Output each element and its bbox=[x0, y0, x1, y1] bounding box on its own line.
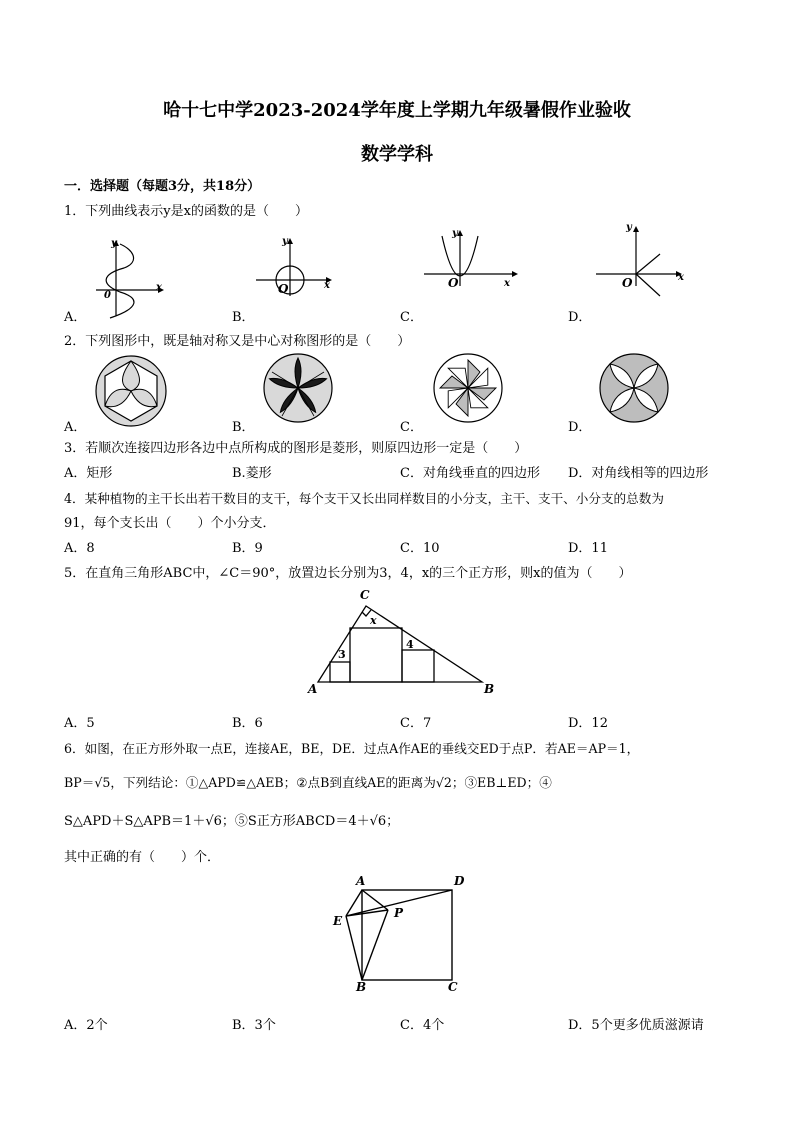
question-3-stem: 3．若顺次连接四边形各边中点所构成的图形是菱形，则原四边形一定是（ ） bbox=[64, 441, 528, 456]
q1-c-x-label: x bbox=[504, 278, 510, 289]
q2-figure-d bbox=[598, 352, 670, 424]
q2-option-b[interactable]: B． bbox=[232, 420, 255, 435]
q2-figure-b bbox=[262, 352, 334, 424]
question-1-stem: 1．下列曲线表示y是x的函数的是（ ） bbox=[64, 204, 308, 219]
q1-option-c[interactable]: C． bbox=[400, 310, 423, 325]
question-2-stem: 2．下列图形中，既是轴对称又是中心对称图形的是（ ） bbox=[64, 334, 411, 349]
q2-figure-a bbox=[94, 354, 168, 428]
q5-option-b[interactable]: B．6 bbox=[232, 716, 263, 731]
q6-option-b[interactable]: B．3个 bbox=[232, 1018, 276, 1033]
q6-square-figure bbox=[340, 886, 460, 986]
subject-title: 数学学科 bbox=[361, 144, 433, 165]
question-6-stem-line4: 其中正确的有（ ）个． bbox=[64, 850, 221, 865]
q1-option-d[interactable]: D． bbox=[568, 310, 592, 325]
q1-a-x-label: x bbox=[156, 282, 162, 293]
q1-c-origin-label: O bbox=[448, 276, 459, 290]
q1-a-origin-label: 0 bbox=[104, 290, 111, 301]
q6-option-c[interactable]: C．4个 bbox=[400, 1018, 445, 1033]
q2-figure-c bbox=[432, 352, 504, 424]
q6-label-e: E bbox=[333, 914, 343, 928]
question-4-stem-line2: 91，每个支长出（ ）个小分支． bbox=[64, 516, 276, 531]
q5-label-4: 4 bbox=[406, 638, 414, 651]
q3-option-b[interactable]: B.菱形 bbox=[232, 466, 272, 481]
q1-option-a[interactable]: A． bbox=[64, 310, 87, 325]
q5-label-b: B bbox=[484, 682, 495, 696]
q1-graph-a bbox=[90, 240, 170, 320]
q6-label-p: P bbox=[394, 906, 404, 920]
q6-label-d: D bbox=[454, 874, 465, 888]
question-5-stem: 5．在直角三角形ABC中，∠C＝90°，放置边长分别为3，4，x的三个正方形，则x的值为（ ） bbox=[64, 566, 632, 581]
q6-option-d[interactable]: D．5个更多优质滋源请 bbox=[568, 1018, 704, 1033]
q1-a-y-label: y bbox=[111, 238, 117, 249]
page-title: 哈十七中学2023-2024学年度上学期九年级暑假作业验收 bbox=[163, 100, 631, 121]
q5-option-d[interactable]: D．12 bbox=[568, 716, 608, 731]
q1-d-y-label: y bbox=[626, 222, 632, 233]
q3-option-c[interactable]: C．对角线垂直的四边形 bbox=[400, 466, 540, 481]
q4-option-b[interactable]: B．9 bbox=[232, 541, 263, 556]
q4-option-c[interactable]: C．10 bbox=[400, 541, 440, 556]
question-6-stem-line1: 6．如图，在正方形外取一点E，连接AE，BE，DE．过点A作AE的垂线交ED于点P．若AE＝AP＝1， bbox=[64, 741, 640, 756]
q5-label-a: A bbox=[308, 682, 318, 696]
q4-option-a[interactable]: A．8 bbox=[64, 541, 95, 556]
q5-label-3: 3 bbox=[338, 648, 346, 661]
q6-label-b: B bbox=[356, 980, 367, 994]
q5-label-c: C bbox=[360, 588, 370, 602]
q2-option-c[interactable]: C． bbox=[400, 420, 423, 435]
q1-graph-d bbox=[596, 226, 696, 306]
q3-option-a[interactable]: A．矩形 bbox=[64, 466, 113, 481]
q6-label-c: C bbox=[448, 980, 458, 994]
q1-d-x-label: x bbox=[678, 272, 684, 283]
q5-option-c[interactable]: C．7 bbox=[400, 716, 432, 731]
question-6-stem-line2: BP＝√5，下列结论：①△APD≌△AEB；②点B到直线AE的距离为√2；③EB⊥ED；④ bbox=[64, 775, 552, 790]
q6-option-a[interactable]: A．2个 bbox=[64, 1018, 108, 1033]
q4-option-d[interactable]: D．11 bbox=[568, 541, 608, 556]
q1-b-x-label: x bbox=[324, 280, 330, 291]
q2-option-a[interactable]: A． bbox=[64, 420, 87, 435]
question-4-stem-line1: 4．某种植物的主干长出若干数目的支干，每个支干又长出同样数目的小分支，主干、支干、小分支的总数为 bbox=[64, 491, 664, 506]
q1-c-y-label: y bbox=[452, 228, 458, 239]
q1-d-origin-label: O bbox=[622, 276, 633, 290]
q2-option-d[interactable]: D． bbox=[568, 420, 592, 435]
q5-label-x: x bbox=[370, 614, 377, 627]
q1-option-b[interactable]: B． bbox=[232, 310, 255, 325]
q1-b-y-label: y bbox=[282, 236, 288, 247]
q6-label-a: A bbox=[356, 874, 366, 888]
q1-b-origin-label: O bbox=[278, 282, 289, 296]
section-heading: 一．选择题（每题3分，共18分） bbox=[64, 179, 261, 194]
question-6-stem-line3: S△APD＋S△APB＝1＋√6；⑤S正方形ABCD＝4＋√6； bbox=[64, 814, 400, 829]
q5-triangle-figure bbox=[316, 600, 486, 684]
q5-option-a[interactable]: A．5 bbox=[64, 716, 95, 731]
q3-option-d[interactable]: D．对角线相等的四边形 bbox=[568, 466, 709, 481]
